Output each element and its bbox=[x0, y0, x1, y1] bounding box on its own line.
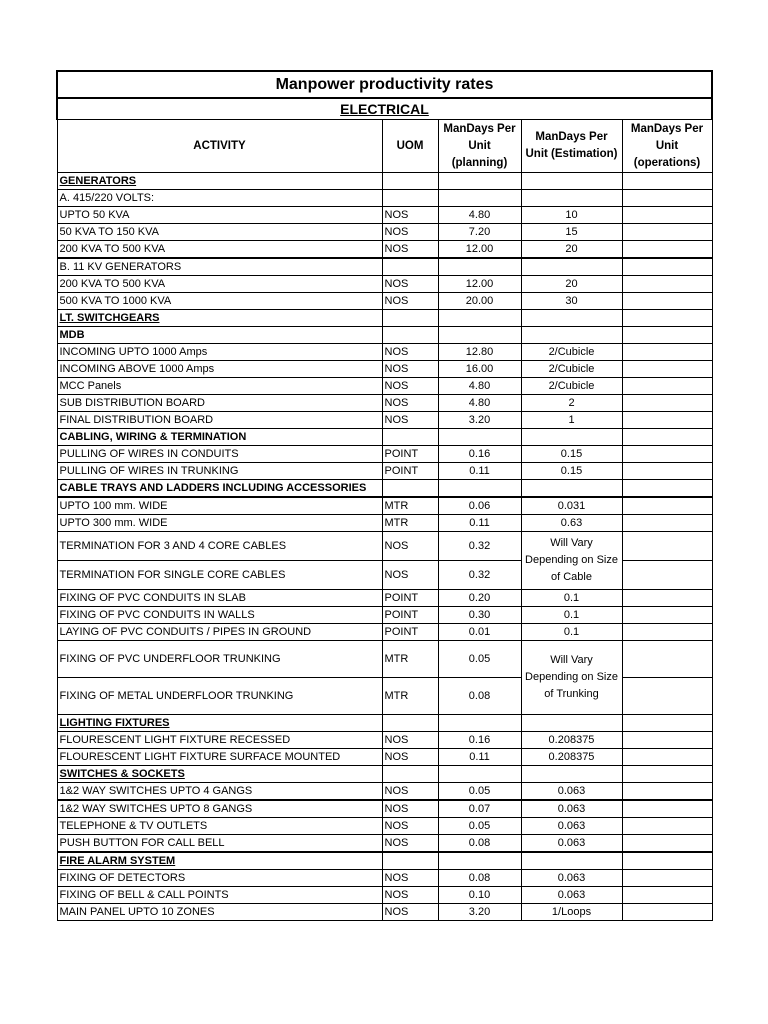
cell-uom: MTR bbox=[382, 678, 438, 715]
cell-estimation: 0.1 bbox=[521, 607, 622, 624]
cell-planning: 0.11 bbox=[438, 463, 521, 480]
cell-estimation: 30 bbox=[521, 293, 622, 310]
cell-operations bbox=[622, 497, 712, 515]
cell-estimation bbox=[521, 480, 622, 498]
cell-planning: 0.16 bbox=[438, 732, 521, 749]
cell-estimation: 0.63 bbox=[521, 515, 622, 532]
cell-estimation bbox=[521, 190, 622, 207]
cell-operations bbox=[622, 835, 712, 853]
cell-uom bbox=[382, 429, 438, 446]
cell-activity: FIXING OF BELL & CALL POINTS bbox=[57, 887, 382, 904]
cell-operations bbox=[622, 207, 712, 224]
cell-planning: 0.11 bbox=[438, 515, 521, 532]
cell-operations bbox=[622, 532, 712, 561]
cell-uom: POINT bbox=[382, 463, 438, 480]
cell-planning bbox=[438, 852, 521, 870]
cell-operations bbox=[622, 515, 712, 532]
cell-uom: NOS bbox=[382, 378, 438, 395]
cell-operations bbox=[622, 800, 712, 818]
cell-estimation: 0.031 bbox=[521, 497, 622, 515]
cell-planning bbox=[438, 310, 521, 327]
cell-uom: NOS bbox=[382, 361, 438, 378]
cell-estimation: 0.15 bbox=[521, 446, 622, 463]
cell-activity: PUSH BUTTON FOR CALL BELL bbox=[57, 835, 382, 853]
cell-uom: POINT bbox=[382, 446, 438, 463]
cell-uom: NOS bbox=[382, 344, 438, 361]
table-row bbox=[57, 624, 712, 641]
cell-estimation: 0.1 bbox=[521, 624, 622, 641]
cell-operations bbox=[622, 429, 712, 446]
cell-operations bbox=[622, 561, 712, 590]
cell-activity: SUB DISTRIBUTION BOARD bbox=[57, 395, 382, 412]
sheet-subtitle: ELECTRICAL bbox=[57, 98, 712, 120]
cell-planning: 0.16 bbox=[438, 446, 521, 463]
cell-planning: 12.80 bbox=[438, 344, 521, 361]
cell-planning bbox=[438, 429, 521, 446]
header-uom: UOM bbox=[382, 120, 438, 173]
cell-operations bbox=[622, 463, 712, 480]
cell-planning: 7.20 bbox=[438, 224, 521, 241]
cell-operations bbox=[622, 766, 712, 783]
table-row bbox=[57, 590, 712, 607]
table-row bbox=[57, 224, 712, 241]
cell-operations bbox=[622, 446, 712, 463]
cell-estimation: 15 bbox=[521, 224, 622, 241]
cell-uom: NOS bbox=[382, 749, 438, 766]
cell-uom: POINT bbox=[382, 607, 438, 624]
cell-uom: NOS bbox=[382, 224, 438, 241]
table-row bbox=[57, 190, 712, 207]
table-row bbox=[57, 532, 712, 561]
table-row bbox=[57, 904, 712, 921]
header-planning: ManDays Per Unit (planning) bbox=[438, 120, 521, 173]
cell-activity: CABLING, WIRING & TERMINATION bbox=[57, 429, 382, 446]
cell-uom: NOS bbox=[382, 395, 438, 412]
cell-operations bbox=[622, 715, 712, 732]
cell-estimation bbox=[521, 715, 622, 732]
cell-activity: A. 415/220 VOLTS: bbox=[57, 190, 382, 207]
table-row bbox=[57, 258, 712, 276]
cell-estimation: 20 bbox=[521, 241, 622, 259]
table-row bbox=[57, 395, 712, 412]
cell-uom: NOS bbox=[382, 412, 438, 429]
cell-planning: 0.05 bbox=[438, 641, 521, 678]
table-row bbox=[57, 887, 712, 904]
cell-activity: MCC Panels bbox=[57, 378, 382, 395]
cell-uom: NOS bbox=[382, 532, 438, 561]
table-row bbox=[57, 293, 712, 310]
cell-activity: LIGHTING FIXTURES bbox=[57, 715, 382, 732]
cell-planning: 0.07 bbox=[438, 800, 521, 818]
cell-estimation: 10 bbox=[521, 207, 622, 224]
cell-uom: NOS bbox=[382, 800, 438, 818]
cell-operations bbox=[622, 412, 712, 429]
cell-operations bbox=[622, 378, 712, 395]
table-row bbox=[57, 835, 712, 853]
cell-activity: GENERATORS bbox=[57, 173, 382, 190]
cell-operations bbox=[622, 732, 712, 749]
table-row bbox=[57, 378, 712, 395]
cell-estimation: 0.063 bbox=[521, 870, 622, 887]
cell-planning: 4.80 bbox=[438, 378, 521, 395]
cell-operations bbox=[622, 749, 712, 766]
cell-estimation: 0.063 bbox=[521, 800, 622, 818]
header-activity: ACTIVITY bbox=[57, 120, 382, 173]
cell-estimation: 2/Cubicle bbox=[521, 378, 622, 395]
cell-uom: POINT bbox=[382, 624, 438, 641]
cell-operations bbox=[622, 678, 712, 715]
cell-estimation: 0.208375 bbox=[521, 749, 622, 766]
table-row bbox=[57, 344, 712, 361]
cell-planning: 0.11 bbox=[438, 749, 521, 766]
cell-activity: 200 KVA TO 500 KVA bbox=[57, 241, 382, 259]
cell-activity: B. 11 KV GENERATORS bbox=[57, 258, 382, 276]
cell-estimation bbox=[521, 327, 622, 344]
cell-planning: 3.20 bbox=[438, 412, 521, 429]
cell-planning: 0.05 bbox=[438, 783, 521, 801]
cell-uom: NOS bbox=[382, 207, 438, 224]
cell-uom: MTR bbox=[382, 497, 438, 515]
cell-operations bbox=[622, 904, 712, 921]
cell-planning bbox=[438, 173, 521, 190]
table-row bbox=[57, 800, 712, 818]
cell-planning bbox=[438, 258, 521, 276]
cell-uom: NOS bbox=[382, 783, 438, 801]
table-row bbox=[57, 515, 712, 532]
cell-activity: UPTO 100 mm. WIDE bbox=[57, 497, 382, 515]
cell-activity: TELEPHONE & TV OUTLETS bbox=[57, 818, 382, 835]
cell-uom: POINT bbox=[382, 590, 438, 607]
cell-operations bbox=[622, 276, 712, 293]
cell-operations bbox=[622, 590, 712, 607]
cell-uom bbox=[382, 766, 438, 783]
cell-uom bbox=[382, 852, 438, 870]
table-row bbox=[57, 361, 712, 378]
cell-planning: 3.20 bbox=[438, 904, 521, 921]
cell-activity: FIRE ALARM SYSTEM bbox=[57, 852, 382, 870]
cell-planning: 20.00 bbox=[438, 293, 521, 310]
cell-uom: MTR bbox=[382, 515, 438, 532]
cell-operations bbox=[622, 783, 712, 801]
sheet-title: Manpower productivity rates bbox=[57, 71, 712, 98]
cell-activity: FIXING OF PVC CONDUITS IN WALLS bbox=[57, 607, 382, 624]
cell-activity: TERMINATION FOR SINGLE CORE CABLES bbox=[57, 561, 382, 590]
table-row bbox=[57, 732, 712, 749]
cell-activity: 500 KVA TO 1000 KVA bbox=[57, 293, 382, 310]
cell-planning bbox=[438, 480, 521, 498]
rates-table bbox=[56, 70, 713, 921]
cell-operations bbox=[622, 190, 712, 207]
cell-uom: NOS bbox=[382, 561, 438, 590]
cell-planning bbox=[438, 190, 521, 207]
table-row bbox=[57, 310, 712, 327]
cell-planning: 0.10 bbox=[438, 887, 521, 904]
cell-operations bbox=[622, 224, 712, 241]
cell-estimation bbox=[521, 429, 622, 446]
table-row bbox=[57, 497, 712, 515]
cell-estimation: Will Vary Depending on Size of Cable bbox=[521, 532, 622, 590]
cell-planning: 12.00 bbox=[438, 241, 521, 259]
table-row bbox=[57, 783, 712, 801]
cell-activity: FLOURESCENT LIGHT FIXTURE RECESSED bbox=[57, 732, 382, 749]
table-row bbox=[57, 641, 712, 678]
cell-activity: FIXING OF DETECTORS bbox=[57, 870, 382, 887]
cell-uom: NOS bbox=[382, 276, 438, 293]
cell-activity: INCOMING UPTO 1000 Amps bbox=[57, 344, 382, 361]
cell-uom: NOS bbox=[382, 293, 438, 310]
header-estimation: ManDays Per Unit (Estimation) bbox=[521, 120, 622, 173]
cell-operations bbox=[622, 293, 712, 310]
cell-uom bbox=[382, 310, 438, 327]
table-row bbox=[57, 276, 712, 293]
table-row bbox=[57, 241, 712, 259]
cell-uom bbox=[382, 480, 438, 498]
cell-planning bbox=[438, 766, 521, 783]
cell-activity: 200 KVA TO 500 KVA bbox=[57, 276, 382, 293]
table-row bbox=[57, 749, 712, 766]
cell-estimation: 0.063 bbox=[521, 887, 622, 904]
cell-planning bbox=[438, 327, 521, 344]
cell-activity: LT. SWITCHGEARS bbox=[57, 310, 382, 327]
cell-operations bbox=[622, 480, 712, 498]
cell-operations bbox=[622, 310, 712, 327]
cell-estimation: 0.063 bbox=[521, 783, 622, 801]
table-row bbox=[57, 463, 712, 480]
cell-activity: TERMINATION FOR 3 AND 4 CORE CABLES bbox=[57, 532, 382, 561]
cell-activity: 1&2 WAY SWITCHES UPTO 8 GANGS bbox=[57, 800, 382, 818]
cell-estimation: 0.063 bbox=[521, 818, 622, 835]
cell-activity: PULLING OF WIRES IN CONDUITS bbox=[57, 446, 382, 463]
table-row bbox=[57, 870, 712, 887]
cell-operations bbox=[622, 241, 712, 259]
cell-operations bbox=[622, 887, 712, 904]
cell-planning: 4.80 bbox=[438, 395, 521, 412]
table-row bbox=[57, 480, 712, 498]
cell-activity: UPTO 300 mm. WIDE bbox=[57, 515, 382, 532]
cell-planning: 0.30 bbox=[438, 607, 521, 624]
title-row bbox=[57, 71, 712, 98]
cell-estimation: 0.063 bbox=[521, 835, 622, 853]
cell-operations bbox=[622, 818, 712, 835]
table-row bbox=[57, 852, 712, 870]
cell-activity: FLOURESCENT LIGHT FIXTURE SURFACE MOUNTED bbox=[57, 749, 382, 766]
cell-estimation bbox=[521, 852, 622, 870]
table-row bbox=[57, 173, 712, 190]
table-row bbox=[57, 818, 712, 835]
cell-planning: 0.08 bbox=[438, 678, 521, 715]
cell-planning: 0.08 bbox=[438, 835, 521, 853]
cell-operations bbox=[622, 173, 712, 190]
cell-estimation: 0.15 bbox=[521, 463, 622, 480]
cell-uom bbox=[382, 190, 438, 207]
cell-planning: 0.01 bbox=[438, 624, 521, 641]
cell-activity: FIXING OF PVC UNDERFLOOR TRUNKING bbox=[57, 641, 382, 678]
cell-uom bbox=[382, 715, 438, 732]
table-row bbox=[57, 412, 712, 429]
cell-activity: PULLING OF WIRES IN TRUNKING bbox=[57, 463, 382, 480]
table-row bbox=[57, 607, 712, 624]
cell-activity: SWITCHES & SOCKETS bbox=[57, 766, 382, 783]
cell-estimation bbox=[521, 766, 622, 783]
cell-activity: INCOMING ABOVE 1000 Amps bbox=[57, 361, 382, 378]
cell-activity: MDB bbox=[57, 327, 382, 344]
cell-uom: NOS bbox=[382, 904, 438, 921]
cell-estimation: 2/Cubicle bbox=[521, 344, 622, 361]
cell-activity: 50 KVA TO 150 KVA bbox=[57, 224, 382, 241]
cell-uom: MTR bbox=[382, 641, 438, 678]
cell-uom bbox=[382, 327, 438, 344]
cell-uom bbox=[382, 258, 438, 276]
cell-estimation bbox=[521, 173, 622, 190]
cell-operations bbox=[622, 344, 712, 361]
cell-planning bbox=[438, 715, 521, 732]
cell-operations bbox=[622, 361, 712, 378]
cell-planning: 12.00 bbox=[438, 276, 521, 293]
cell-uom: NOS bbox=[382, 887, 438, 904]
cell-operations bbox=[622, 258, 712, 276]
cell-uom: NOS bbox=[382, 818, 438, 835]
cell-estimation: 2/Cubicle bbox=[521, 361, 622, 378]
cell-estimation: 0.1 bbox=[521, 590, 622, 607]
cell-planning: 16.00 bbox=[438, 361, 521, 378]
cell-activity: UPTO 50 KVA bbox=[57, 207, 382, 224]
cell-uom: NOS bbox=[382, 870, 438, 887]
cell-operations bbox=[622, 870, 712, 887]
cell-uom: NOS bbox=[382, 241, 438, 259]
cell-estimation: 1 bbox=[521, 412, 622, 429]
cell-activity: CABLE TRAYS AND LADDERS INCLUDING ACCESSORIES bbox=[57, 480, 382, 498]
subtitle-row bbox=[57, 98, 712, 120]
cell-planning: 0.20 bbox=[438, 590, 521, 607]
cell-activity: FIXING OF METAL UNDERFLOOR TRUNKING bbox=[57, 678, 382, 715]
table-row bbox=[57, 766, 712, 783]
cell-estimation bbox=[521, 258, 622, 276]
cell-estimation bbox=[521, 310, 622, 327]
cell-planning: 4.80 bbox=[438, 207, 521, 224]
cell-operations bbox=[622, 607, 712, 624]
cell-uom bbox=[382, 173, 438, 190]
cell-planning: 0.08 bbox=[438, 870, 521, 887]
cell-planning: 0.06 bbox=[438, 497, 521, 515]
rates-sheet bbox=[56, 70, 711, 921]
cell-operations bbox=[622, 852, 712, 870]
cell-operations bbox=[622, 395, 712, 412]
cell-estimation: 1/Loops bbox=[521, 904, 622, 921]
table-row bbox=[57, 207, 712, 224]
header-operations: ManDays Per Unit (operations) bbox=[622, 120, 712, 173]
table-row bbox=[57, 715, 712, 732]
cell-planning: 0.05 bbox=[438, 818, 521, 835]
table-row bbox=[57, 446, 712, 463]
cell-planning: 0.32 bbox=[438, 532, 521, 561]
cell-uom: NOS bbox=[382, 835, 438, 853]
cell-activity: 1&2 WAY SWITCHES UPTO 4 GANGS bbox=[57, 783, 382, 801]
cell-estimation: Will Vary Depending on Size of Trunking bbox=[521, 641, 622, 715]
cell-operations bbox=[622, 624, 712, 641]
cell-estimation: 0.208375 bbox=[521, 732, 622, 749]
cell-estimation: 20 bbox=[521, 276, 622, 293]
cell-operations bbox=[622, 327, 712, 344]
cell-activity: LAYING OF PVC CONDUITS / PIPES IN GROUND bbox=[57, 624, 382, 641]
cell-activity: MAIN PANEL UPTO 10 ZONES bbox=[57, 904, 382, 921]
table-row bbox=[57, 327, 712, 344]
cell-operations bbox=[622, 641, 712, 678]
cell-planning: 0.32 bbox=[438, 561, 521, 590]
header-row bbox=[57, 120, 712, 173]
cell-activity: FIXING OF PVC CONDUITS IN SLAB bbox=[57, 590, 382, 607]
cell-uom: NOS bbox=[382, 732, 438, 749]
cell-activity: FINAL DISTRIBUTION BOARD bbox=[57, 412, 382, 429]
cell-estimation: 2 bbox=[521, 395, 622, 412]
table-row bbox=[57, 429, 712, 446]
